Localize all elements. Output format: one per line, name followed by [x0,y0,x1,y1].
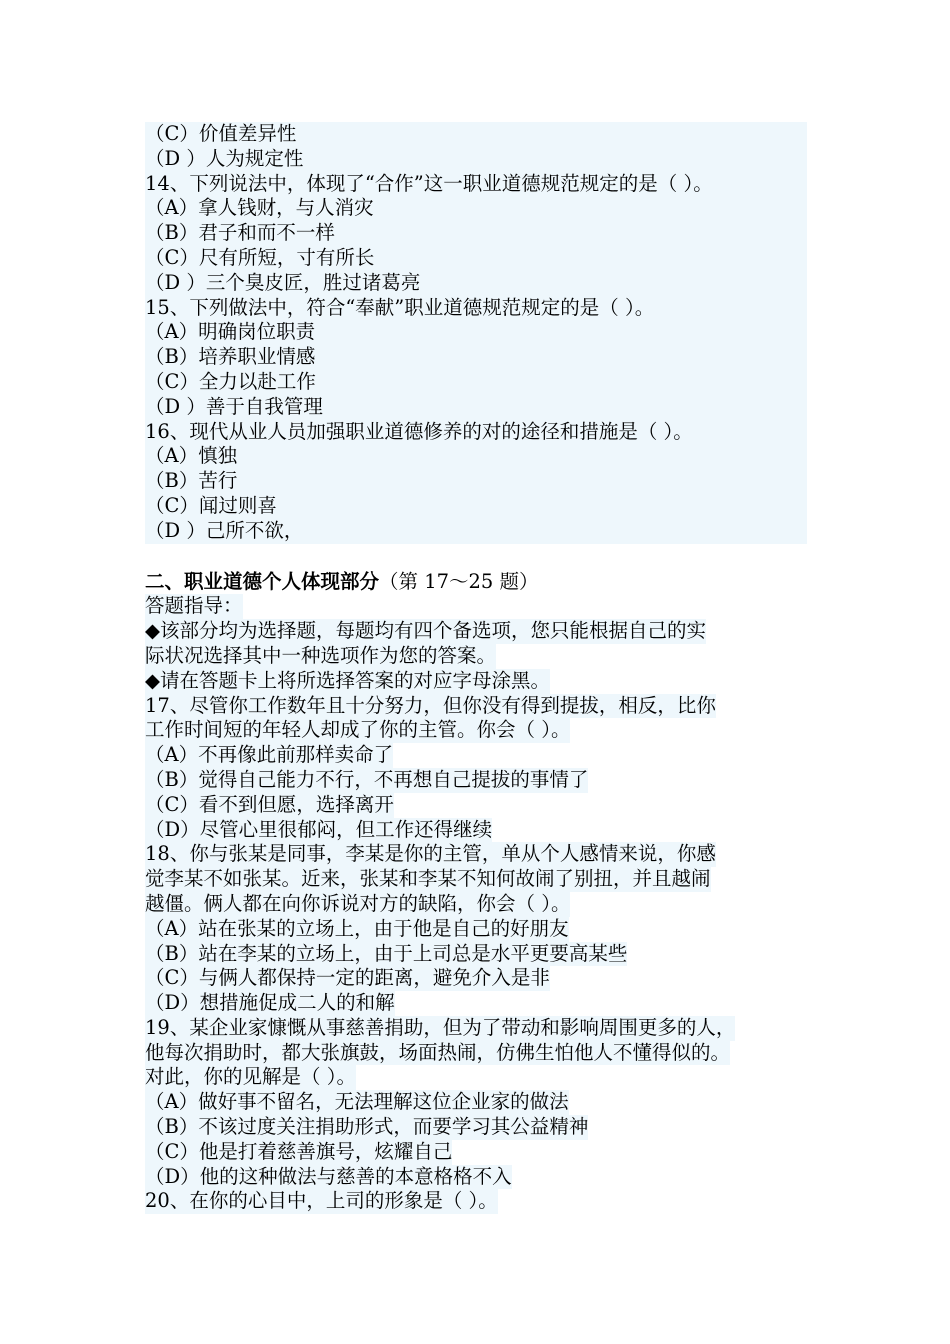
option-line: （C）全力以赴工作 [145,369,316,393]
question-18: 18、你与张某是同事，李某是你的主管，单从个人感情来说，你感 [145,842,716,866]
section-2-title: 二、职业道德个人体现部分 [145,569,380,593]
option-line: （C）看不到但愿，选择离开 [145,792,394,816]
instruction-line: 际状况选择其中一种选项作为您的答案。 [145,643,497,667]
question-18-cont: 越僵。俩人都在向你诉说对方的缺陷，你会（ ）。 [145,891,571,915]
question-19: 19、某企业家慷慨从事慈善捐助，但为了带动和影响周围更多的人， [145,1015,736,1039]
question-20: 20、在你的心目中，上司的形象是（ ）。 [145,1189,498,1213]
option-line: （D）尽管心里很郁闷，但工作还得继续 [145,817,493,841]
option-line: （C）他是打着慈善旗号，炫耀自己 [145,1139,453,1163]
question-18-cont: 觉李某不如张某。近来，张某和李某不知何故闹了别扭，并且越闹 [145,867,711,891]
option-line: （D ）三个臭皮匠，胜过诸葛亮 [145,270,421,294]
instruction-line: ◆请在答题卡上将所选择答案的对应字母涂黑。 [145,668,550,692]
question-19-cont: 他每次捐助时，都大张旗鼓，场面热闹，仿佛生怕他人不懂得似的。 [145,1040,731,1064]
option-line: （C）价值差异性 [145,122,297,145]
question-17-cont: 工作时间短的年轻人却成了你的主管。你会（ ）。 [145,718,571,742]
section-2-heading [145,570,810,595]
option-line: （D ）己所不欲， [145,518,304,542]
option-line: （A）站在张某的立场上，由于他是自己的好朋友 [145,916,569,940]
question-19-cont: 对此，你的见解是（ ）。 [145,1065,356,1089]
section-2-range: （第 17～25 题） [379,569,539,593]
question-15: 15、下列做法中，符合“奉献”职业道德规范规定的是（ ）。 [145,295,655,319]
questions-17-20-block [145,594,810,1214]
section-spacer [145,544,810,570]
instructions-label: 答题指导： [145,594,243,618]
option-line: （D）他的这种做法与慈善的本意格格不入 [145,1164,512,1188]
questions-13-16-block [145,122,807,544]
option-line: （C）闻过则喜 [145,493,277,517]
instruction-line: ◆该部分均为选择题，每题均有四个备选项，您只能根据自己的实 [145,619,706,643]
option-line: （B）培养职业情感 [145,345,316,369]
option-line: （B）君子和而不一样 [145,221,335,245]
option-line: （A）明确岗位职责 [145,320,316,344]
option-line: （D）想措施促成二人的和解 [145,991,395,1015]
option-line: （A）拿人钱财，与人消灾 [145,196,374,220]
option-line: （A）做好事不留名，无法理解这位企业家的做法 [145,1090,569,1114]
option-line: （C）尺有所短，寸有所长 [145,245,375,269]
option-line: （B）不该过度关注捐助形式，而要学习其公益精神 [145,1115,589,1139]
option-line: （D ）善于自我管理 [145,394,323,418]
document-page [145,122,810,1214]
question-16: 16、现代从业人员加强职业道德修养的对的途径和措施是（ ）。 [145,419,693,443]
option-line: （A）不再像此前那样卖命了 [145,743,394,767]
option-line: （B）站在李某的立场上，由于上司总是水平更要高某些 [145,941,628,965]
option-line: （B）觉得自己能力不行，不再想自己提拔的事情了 [145,767,589,791]
option-line: （C）与俩人都保持一定的距离，避免介入是非 [145,966,550,990]
option-line: （B）苦行 [145,469,238,493]
question-17: 17、尽管你工作数年且十分努力，但你没有得到提拔，相反，比你 [145,693,716,717]
option-line: （A）慎独 [145,444,238,468]
option-line: （D ）人为规定性 [145,146,304,170]
question-14: 14、下列说法中，体现了“合作”这一职业道德规范规定的是（ ）。 [145,171,713,195]
